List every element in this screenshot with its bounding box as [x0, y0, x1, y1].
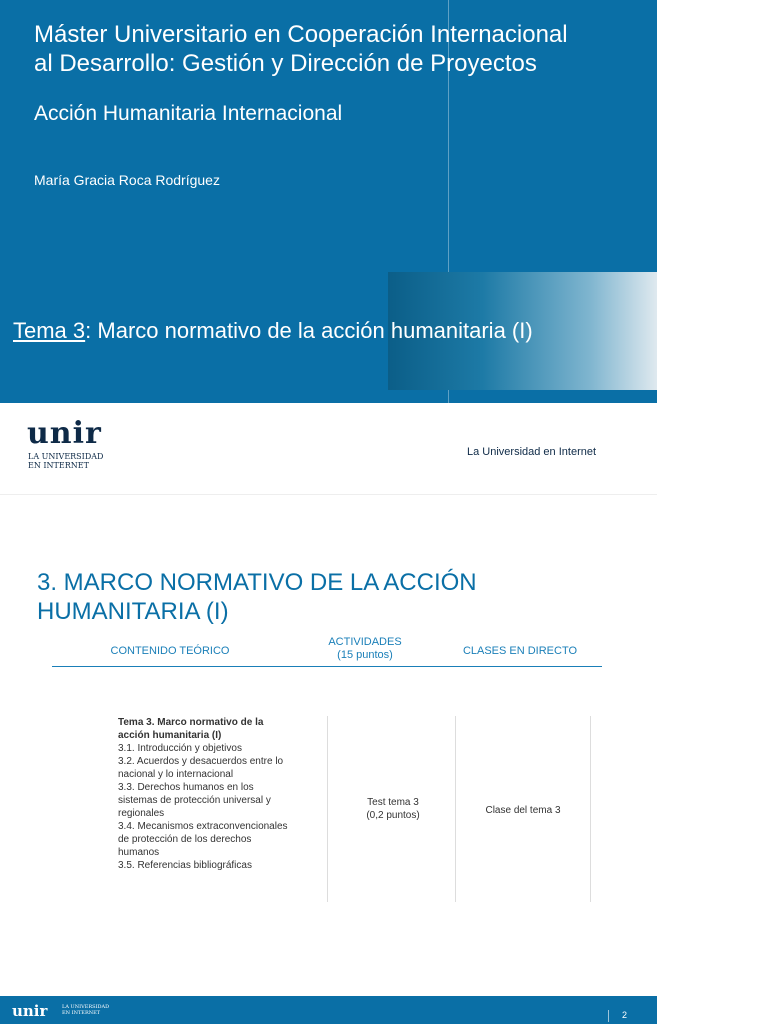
footer-separator — [608, 1010, 609, 1022]
footer-logo-subtitle-line1: LA UNIVERSIDAD — [62, 1004, 110, 1010]
slide-header — [0, 404, 657, 495]
activity-line2: (0,2 puntos) — [366, 810, 420, 821]
theory-item: regionales — [118, 808, 165, 819]
column-header-activities-line1: ACTIVIDADES — [328, 636, 402, 648]
activity-line1: Test tema 3 — [367, 797, 419, 808]
page-number: 2 — [622, 1010, 628, 1020]
theory-item: 3.2. Acuerdos y desacuerdos entre lo — [118, 756, 284, 767]
footer-logo-subtitle-line2: EN INTERNET — [62, 1010, 101, 1016]
tagline: La Universidad en Internet — [467, 446, 597, 458]
section-heading-line2: HUMANITARIA (I) — [37, 598, 229, 625]
content-slide — [0, 404, 657, 1024]
logo-subtitle-line2: EN INTERNET — [28, 461, 89, 470]
column-header-theory: CONTENIDO TEÓRICO — [110, 645, 230, 657]
theory-item: nacional y lo internacional — [118, 769, 234, 780]
footer-logo-subtitle — [62, 1004, 122, 1016]
topic-text: : Marco normativo de la acción humanitaria (I) — [85, 318, 533, 343]
unir-logo: unir — [27, 416, 102, 451]
activity-cell — [330, 796, 456, 822]
program-title-line1: Máster Universitario en Cooperación Internacional — [34, 21, 568, 48]
subject-title: Acción Humanitaria Internacional — [34, 102, 343, 125]
theory-cell — [118, 716, 328, 872]
title-slide — [0, 0, 657, 403]
theory-item: de protección de los derechos — [118, 834, 252, 845]
column-header-live: CLASES EN DIRECTO — [462, 645, 578, 657]
header-rule — [52, 666, 602, 667]
column-header-activities-line2: (15 puntos) — [337, 649, 393, 661]
slide-footer — [0, 996, 657, 1024]
column-header-activities — [300, 636, 430, 662]
theory-item: 3.3. Derechos humanos en los — [118, 782, 254, 793]
theory-item: 3.5. Referencias bibliográficas — [118, 860, 252, 871]
content-table — [110, 716, 592, 902]
topic-label: Tema 3 — [13, 318, 86, 343]
theory-title-line1: Tema 3. Marco normativo de la — [118, 717, 264, 728]
live-class-cell: Clase del tema 3 — [485, 805, 561, 816]
topic-title — [13, 318, 533, 344]
program-title-line2: al Desarrollo: Gestión y Dirección de Proyectos — [34, 50, 537, 77]
program-title — [34, 20, 634, 78]
logo-subtitle — [28, 452, 128, 470]
theory-item: sistemas de protección universal y — [118, 795, 271, 806]
section-heading-line1: 3. MARCO NORMATIVO DE LA ACCIÓN — [37, 569, 477, 596]
theory-item: humanos — [118, 847, 160, 858]
theory-title-line2: acción humanitaria (I) — [118, 730, 222, 741]
theory-item: 3.1. Introducción y objetivos — [118, 743, 242, 754]
theory-item: 3.4. Mecanismos extraconvencionales — [118, 821, 288, 832]
footer-unir-logo: unir — [12, 1002, 48, 1020]
section-heading — [37, 568, 597, 626]
author-name: María Gracia Roca Rodríguez — [34, 172, 220, 188]
column-divider — [590, 716, 591, 902]
logo-subtitle-line1: LA UNIVERSIDAD — [28, 452, 104, 461]
